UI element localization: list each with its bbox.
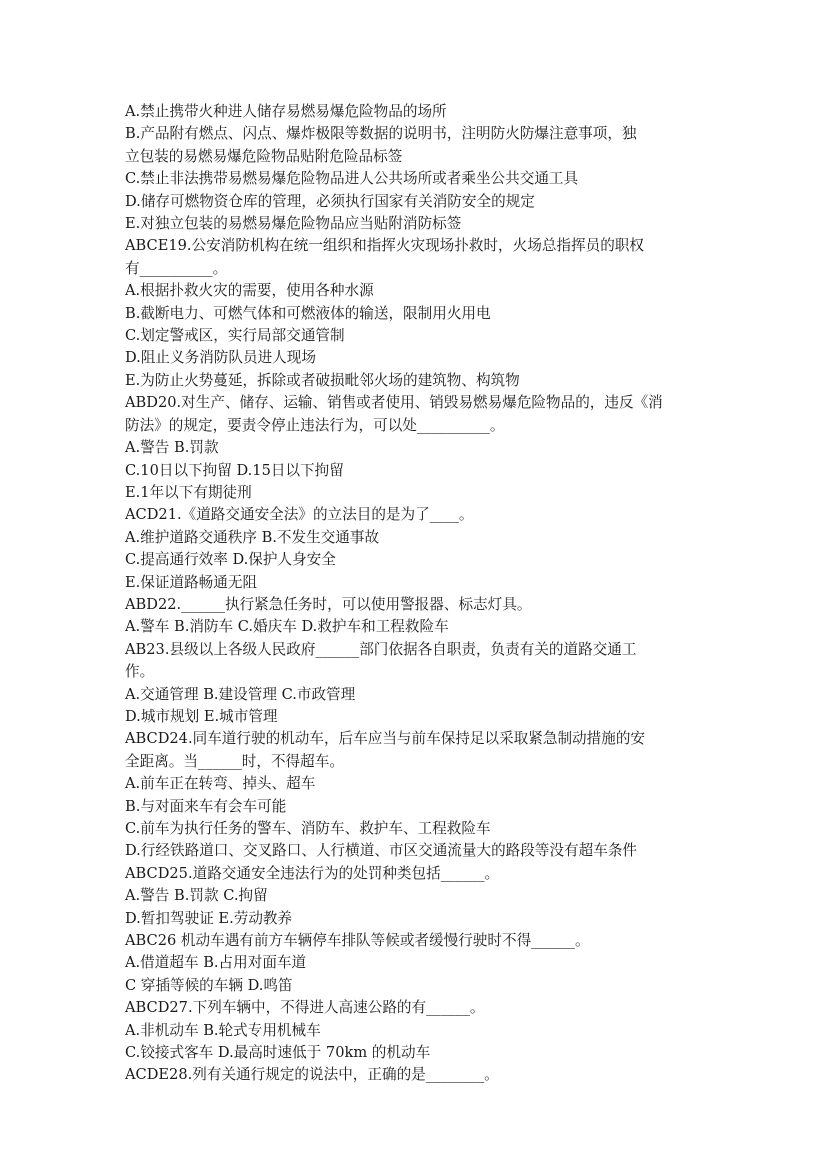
question-19: ABCE19.公安消防机构在统一组织和指挥火灾现场扑救时，火场总指挥员的职权: [125, 237, 644, 255]
option-line: A.维护道路交通秩序 B.不发生交通事故: [125, 528, 380, 546]
option-line: A.警告 B.罚款 C.拘留: [125, 887, 268, 905]
question-24-continuation: 全距离。当______时，不得超车。: [125, 752, 344, 770]
question-26: ABC26 机动车遇有前方车辆停车排队等候或者缓慢行驶时不得______。: [125, 932, 590, 950]
option-line: A.非机动车 B.轮式专用机械车: [125, 1021, 321, 1039]
option-line: A.交通管理 B.建设管理 C.市政管理: [125, 685, 356, 703]
option-line: A.禁止携带火种进人储存易燃易爆危险物品的场所: [125, 103, 447, 120]
option-line: E.1年以下有期徒刑: [125, 483, 252, 501]
question-23-continuation: 作。: [125, 663, 155, 681]
question-19-continuation: 有__________。: [125, 259, 228, 277]
option-line: C 穿插等候的车辆 D.鸣笛: [125, 976, 293, 994]
option-line: A.根据扑救火灾的需要，使用各种水源: [125, 282, 374, 300]
option-line: D.阻止义务消防队员进人现场: [125, 349, 316, 367]
question-28: ACDE28.列有关通行规定的说法中，正确的是________。: [125, 1066, 499, 1084]
option-line: D.储存可燃物资仓库的管理，必须执行国家有关消防安全的规定: [125, 192, 535, 210]
option-line: B.产品附有燃点、闪点、爆炸极限等数据的说明书，注明防火防爆注意事项，独: [125, 125, 637, 143]
option-line: E.保证道路畅通无阻: [125, 573, 258, 591]
option-line: A.警车 B.消防车 C.婚庆车 D.救护车和工程救险车: [125, 618, 449, 636]
question-21: ACD21.《道路交通安全法》的立法目的是为了____。: [125, 506, 474, 524]
document-body: [125, 101, 715, 1087]
option-line: A.前车正在转弯、掉头、超车: [125, 775, 316, 793]
option-line: C.禁止非法携带易燃易爆危险物品进人公共场所或者乘坐公共交通工具: [125, 170, 579, 188]
question-22: ABD22.______执行紧急任务时，可以使用警报器、标志灯具。: [125, 595, 532, 613]
option-line: D.城市规划 E.城市管理: [125, 707, 278, 725]
option-line: B.与对面来车有会车可能: [125, 797, 287, 815]
option-line: A.警告 B.罚款: [125, 439, 219, 457]
question-23: AB23.县级以上各级人民政府______部门依据各自职责，负责有关的道路交通工: [125, 640, 637, 658]
option-line: C.划定警戒区，实行局部交通管制: [125, 327, 345, 345]
option-line: D.暂扣驾驶证 E.劳动教养: [125, 909, 293, 927]
option-line: C.前车为执行任务的警车、消防车、救护车、工程救险车: [125, 820, 491, 837]
option-line: C.铰接式客车 D.最高时速低于 70km 的机动车: [125, 1044, 431, 1062]
option-line: C.10日以下拘留 D.15日以下拘留: [125, 461, 344, 479]
question-20: ABD20.对生产、储存、运输、销售或者使用、销毁易燃易爆危险物品的，违反《消: [125, 394, 663, 412]
question-27: ABCD27.下列车辆中，不得进人高速公路的有______。: [125, 999, 485, 1017]
option-line: E.对独立包装的易燃易爆危险物品应当贴附消防标签: [125, 215, 462, 233]
question-20-continuation: 防法》的规定，要责令停止违法行为，可以处__________。: [125, 416, 505, 434]
question-25: ABCD25.道路交通安全违法行为的处罚种类包括______。: [125, 864, 500, 882]
option-line: A.借道超车 B.占用对面车道: [125, 954, 307, 972]
option-line: E.为防止火势蔓延，拆除或者破损毗邻火场的建筑物、构筑物: [125, 371, 520, 389]
option-line: D.行经铁路道口、交叉路口、人行横道、市区交通流量大的路段等没有超车条件: [125, 842, 638, 860]
option-line: C.提高通行效率 D.保护人身安全: [125, 551, 336, 569]
option-line: B.截断电力、可燃气体和可燃液体的输送，限制用火用电: [125, 304, 491, 322]
question-24: ABCD24.同车道行驶的机动车，后车应当与前车保持足以采取紧急制动措施的安: [125, 730, 646, 748]
option-line-continuation: 立包装的易燃易爆危险物品贴附危险品标签: [125, 147, 403, 165]
